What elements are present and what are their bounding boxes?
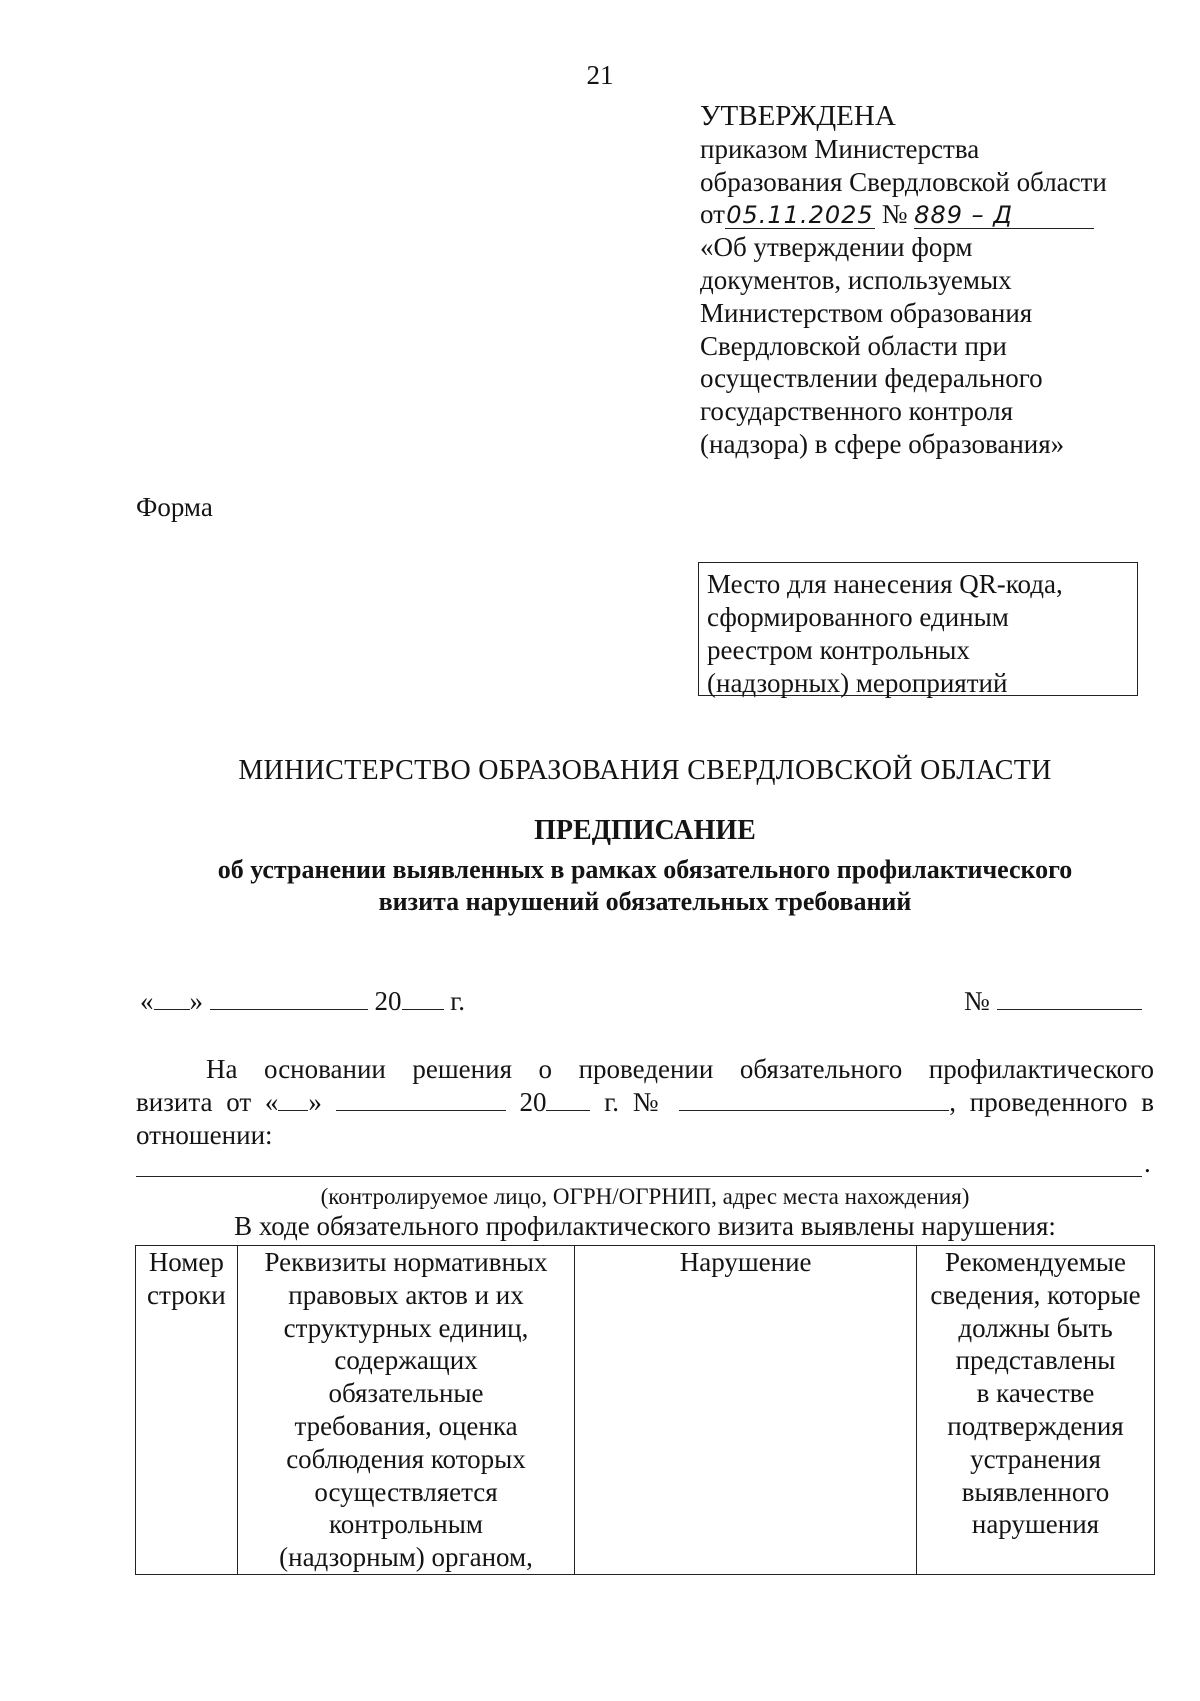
header-line: контрольным	[329, 1509, 483, 1540]
order-title-line-1: «Об утверждении форм	[700, 232, 973, 263]
number-label: №	[964, 986, 990, 1016]
header-line: строки	[147, 1279, 226, 1310]
header-row-number	[136, 1246, 238, 1575]
order-title-line-3: Министерством образования	[700, 297, 1033, 328]
qr-text-line-4: (надзорных) мероприятий	[707, 668, 1008, 698]
qr-text-line-1: Место для нанесения QR-кода,	[707, 569, 1063, 599]
approval-date-handwritten: 05.11.2025	[726, 201, 874, 230]
table-header-row	[136, 1246, 1155, 1575]
header-line: должны быть	[958, 1312, 1113, 1343]
qr-code-placeholder	[698, 562, 1138, 696]
order-title-line-2: документов, используемых	[700, 264, 1012, 295]
close-quote: »	[189, 986, 203, 1016]
approval-line-2: образования Свердловской области	[700, 166, 1107, 197]
visit-number-blank[interactable]	[679, 1086, 949, 1111]
visit-date-open: визита от «	[136, 1087, 279, 1117]
approval-number-handwritten: 889 – Д	[914, 201, 1014, 230]
header-line: нарушения	[971, 1509, 1100, 1540]
approval-date-prefix: от	[700, 199, 725, 230]
violations-table	[135, 1245, 1155, 1575]
basis-line-1: На основании решения о проведении обязательного профилактического	[206, 1054, 1154, 1084]
qr-text-line-2: сформированного единым	[707, 602, 1009, 632]
approval-stamp	[700, 100, 1160, 461]
controlled-entity-caption: (контролируемое лицо, ОГРН/ОГРНИП, адрес места нахождения)	[320, 1184, 970, 1209]
header-line: правовых актов и их	[288, 1279, 524, 1310]
header-line: представлены	[955, 1345, 1116, 1376]
header-line: обязательные	[328, 1378, 484, 1409]
violations-intro: В ходе обязательного профилактического визита выявлены нарушения:	[234, 1211, 1056, 1241]
subtitle-line-1: об устранении выявленных в рамках обязательного профилактического	[217, 855, 1073, 884]
approval-number-field	[914, 201, 1094, 229]
approval-date-field	[725, 201, 875, 229]
year-suffix: г.	[450, 986, 466, 1016]
visit-month-blank[interactable]	[336, 1086, 506, 1111]
ministry-heading: МИНИСТЕРСТВО ОБРАЗОВАНИЯ СВЕРДЛОВСКОЙ ОБЛАСТИ	[238, 755, 1052, 786]
header-line: Нарушение	[679, 1247, 812, 1277]
subject-dot: .	[1144, 1148, 1151, 1178]
header-line: соблюдения которых	[286, 1443, 526, 1474]
header-line: подтверждения	[947, 1410, 1124, 1441]
header-line: структурных единиц,	[283, 1312, 529, 1343]
header-line: содержащих	[334, 1345, 478, 1376]
basis-line-2	[136, 1086, 1154, 1119]
document-subtitle	[0, 854, 1200, 918]
approval-date-line	[700, 198, 1160, 231]
header-line: Реквизиты нормативных	[264, 1247, 548, 1277]
page-number: 21	[586, 60, 614, 90]
header-line: сведения, которые	[930, 1279, 1141, 1310]
header-line: Номер	[148, 1247, 224, 1277]
order-title-line-4: Свердловской области при	[700, 330, 1007, 361]
qr-text-line-3: реестром контрольных	[707, 635, 970, 665]
approval-line-1: приказом Министерства	[700, 133, 980, 164]
header-line: выявленного	[961, 1476, 1110, 1507]
basis-line-3: отношении:	[136, 1120, 273, 1150]
approval-number-sign: №	[881, 199, 908, 230]
basis-line-2-end: , проведенного в	[949, 1087, 1155, 1117]
header-recommended-evidence	[917, 1246, 1155, 1575]
year-prefix: 20	[374, 986, 402, 1016]
issue-date-line	[140, 985, 465, 1017]
document-number-blank[interactable]	[997, 985, 1142, 1010]
month-blank[interactable]	[210, 985, 368, 1010]
visit-number-label: г. №	[604, 1087, 666, 1117]
open-quote: «	[140, 986, 154, 1016]
day-blank[interactable]	[154, 985, 190, 1010]
order-title-line-6: государственного контроля	[700, 396, 1013, 427]
header-line: Рекомендуемые	[945, 1247, 1126, 1277]
document-title: ПРЕДПИСАНИЕ	[534, 815, 756, 846]
header-line: устранения	[970, 1443, 1101, 1474]
subtitle-line-2: визита нарушений обязательных требований	[378, 887, 912, 916]
header-line: (надзорным) органом,	[279, 1542, 533, 1573]
header-violation	[575, 1246, 917, 1575]
header-line: осуществляется	[314, 1476, 498, 1507]
form-label: Форма	[136, 492, 213, 522]
order-title-line-7: (надзора) в сфере образования»	[700, 428, 1065, 459]
approval-title: УТВЕРЖДЕНА	[700, 100, 896, 132]
visit-year-prefix: 20	[519, 1087, 547, 1117]
document-number-line	[964, 985, 1142, 1017]
visit-date-close: »	[308, 1087, 322, 1117]
header-line: требования, оценка	[294, 1410, 518, 1441]
visit-day-blank[interactable]	[278, 1086, 308, 1111]
visit-year-blank[interactable]	[546, 1086, 590, 1111]
basis-paragraph	[136, 1053, 1154, 1152]
header-line: в качестве	[976, 1378, 1095, 1409]
order-title-line-5: осуществлении федерального	[700, 363, 1043, 394]
header-legal-requisites	[237, 1246, 575, 1575]
controlled-entity-blank[interactable]	[136, 1176, 1142, 1177]
year-blank[interactable]	[402, 985, 444, 1010]
